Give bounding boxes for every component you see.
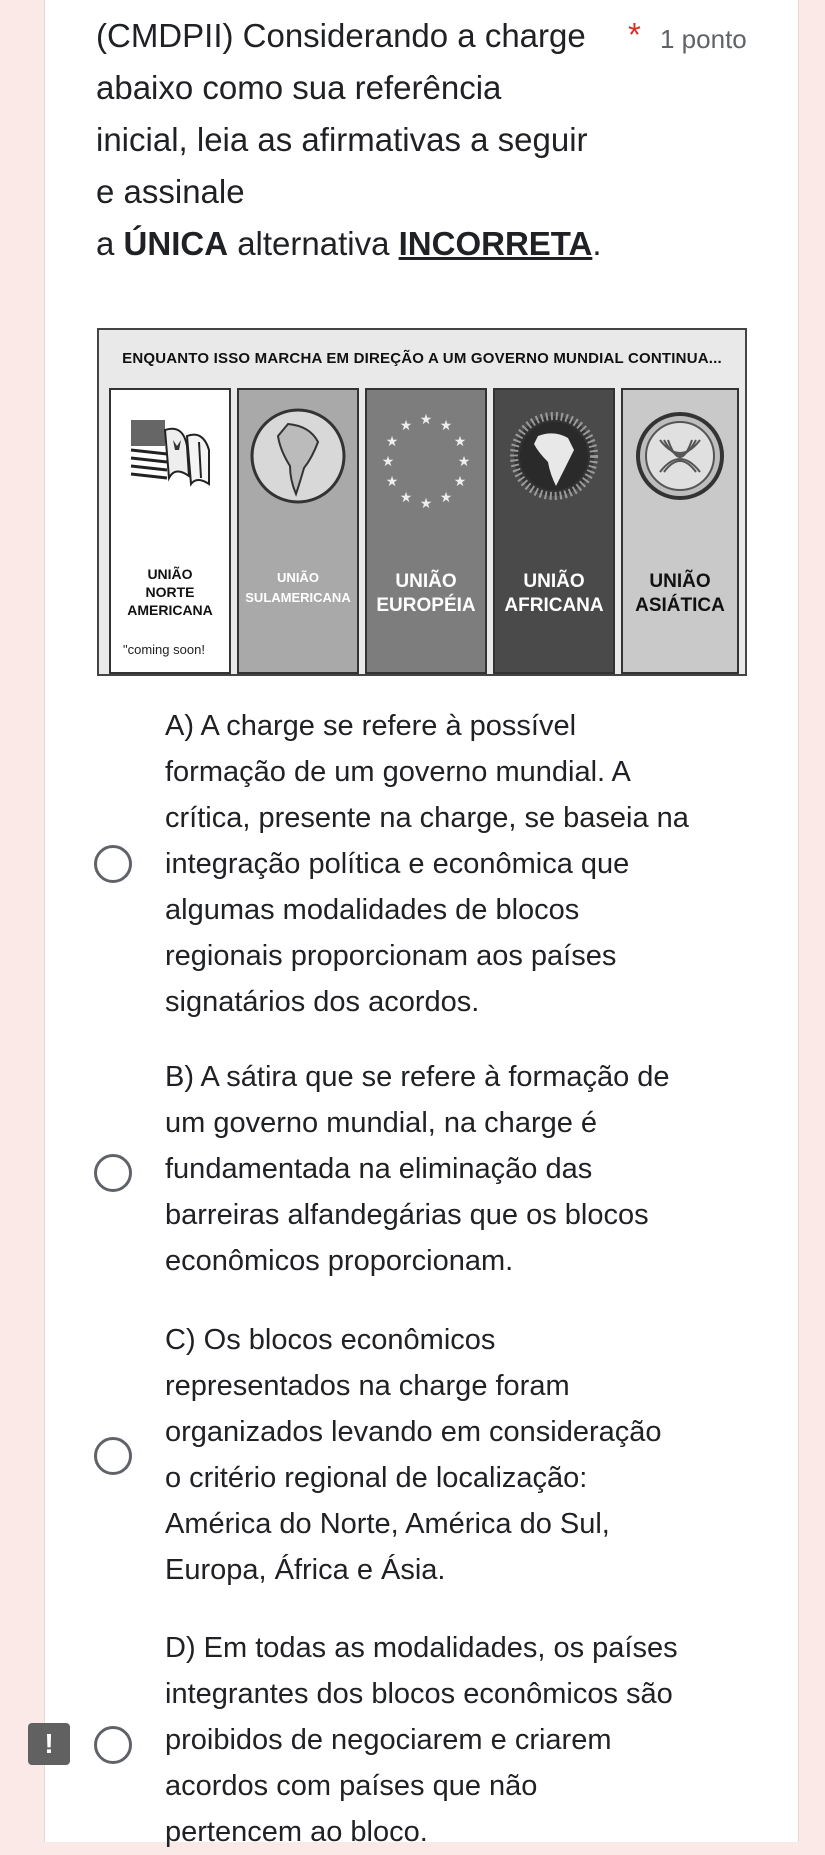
option-d-text xyxy=(165,1625,745,1855)
label-line: ASIÁTICA xyxy=(635,595,725,616)
label-line: AFRICANA xyxy=(504,595,604,616)
warning-badge-icon: ! xyxy=(28,1723,70,1765)
option-line: algumas modalidades de blocos xyxy=(165,894,580,926)
panel-label xyxy=(367,570,485,618)
asean-emblem-icon xyxy=(630,406,730,506)
cartoon-caption: ENQUANTO ISSO MARCHA EM DIREÇÃO A UM GOVERNO MUNDIAL CONTINUA... xyxy=(122,350,722,367)
option-line: D) Em todas as modalidades, os países xyxy=(165,1632,678,1664)
panel-asian-union xyxy=(621,388,739,674)
africa-emblem-icon xyxy=(504,406,604,506)
title-middle: alternativa xyxy=(228,225,399,262)
option-line: um governo mundial, na charge é xyxy=(165,1107,598,1139)
option-line: fundamentada na eliminação das xyxy=(165,1153,593,1185)
panel-north-america xyxy=(109,388,231,674)
label-line: UNIÃO xyxy=(277,570,319,585)
title-line: e assinale xyxy=(96,173,245,210)
svg-text:★: ★ xyxy=(419,496,433,512)
option-line: proibidos de negociarem e criarem xyxy=(165,1724,612,1756)
option-line: C) Os blocos econômicos xyxy=(165,1324,496,1356)
option-line: regionais proporcionam aos países xyxy=(165,940,617,972)
svg-text:★: ★ xyxy=(399,490,413,506)
svg-text:★: ★ xyxy=(399,418,413,434)
radio-option-b[interactable] xyxy=(94,1154,132,1192)
option-line: econômicos proporcionam. xyxy=(165,1245,514,1277)
radio-option-a[interactable] xyxy=(94,845,132,883)
option-line: o critério regional de localização: xyxy=(165,1462,588,1494)
title-line: inicial, leia as afirmativas a seguir xyxy=(96,121,588,158)
svg-text:★: ★ xyxy=(453,434,467,450)
title-suffix: . xyxy=(592,225,602,262)
coming-soon-note: "coming soon! xyxy=(123,642,205,657)
option-line: A) A charge se refere à possível xyxy=(165,710,577,742)
label-line: SULAMERICANA xyxy=(245,590,351,605)
label-line: AMERICANA xyxy=(127,602,213,618)
option-line: América do Norte, América do Sul, xyxy=(165,1508,610,1540)
svg-text:★: ★ xyxy=(419,412,433,428)
label-line: UNIÃO xyxy=(147,566,193,582)
svg-text:★: ★ xyxy=(385,434,399,450)
radio-option-d[interactable] xyxy=(94,1726,132,1764)
title-emphasis: ÚNICA xyxy=(123,225,229,262)
svg-text:★: ★ xyxy=(439,490,453,506)
panel-label xyxy=(495,570,613,618)
label-line: UNIÃO xyxy=(523,571,585,592)
option-b-text xyxy=(165,1054,745,1284)
title-underlined: INCORRETA xyxy=(398,225,593,262)
option-a-text xyxy=(165,703,745,1025)
cartoon-image xyxy=(97,328,747,676)
svg-text:★: ★ xyxy=(453,474,467,490)
option-line: signatários dos acordos. xyxy=(165,986,480,1018)
svg-text:★: ★ xyxy=(439,418,453,434)
title-line: abaixo como sua referência xyxy=(96,69,502,106)
label-line: UNIÃO xyxy=(395,571,457,592)
option-c-text xyxy=(165,1317,745,1593)
panel-label xyxy=(623,570,737,618)
svg-text:★: ★ xyxy=(381,454,395,470)
option-line: acordos com países que não xyxy=(165,1770,538,1802)
required-asterisk: * xyxy=(628,16,641,53)
option-line: organizados levando em consideração xyxy=(165,1416,662,1448)
panel-label xyxy=(111,564,229,620)
title-prefix: a xyxy=(96,225,124,262)
option-line: representados na charge foram xyxy=(165,1370,570,1402)
option-line: formação de um governo mundial. A xyxy=(165,756,631,788)
option-line: barreiras alfandegárias que os blocos xyxy=(165,1199,649,1231)
title-line: (CMDPII) Considerando a charge xyxy=(96,17,586,54)
question-title xyxy=(96,10,636,270)
option-line: pertencem ao bloco. xyxy=(165,1816,428,1848)
svg-text:★: ★ xyxy=(385,474,399,490)
title-line-last xyxy=(96,218,636,270)
option-line: crítica, presente na charge, se baseia na xyxy=(165,802,689,834)
svg-text:★: ★ xyxy=(457,454,471,470)
flags-icon xyxy=(125,406,215,496)
label-line: NORTE xyxy=(145,584,195,600)
points-label: 1 ponto xyxy=(660,24,747,54)
panel-south-america xyxy=(237,388,359,674)
label-line: UNIÃO xyxy=(649,571,711,592)
option-line: B) A sátira que se refere à formação de xyxy=(165,1061,670,1093)
option-line: Europa, África e Ásia. xyxy=(165,1554,446,1586)
label-line: EUROPÉIA xyxy=(376,595,476,616)
option-line: integrantes dos blocos econômicos são xyxy=(165,1678,673,1710)
option-line: integração política e econômica que xyxy=(165,848,630,880)
eu-stars-icon xyxy=(376,406,476,516)
radio-option-c[interactable] xyxy=(94,1437,132,1475)
south-america-map-icon xyxy=(248,406,348,506)
panel-african-union xyxy=(493,388,615,674)
panel-label xyxy=(239,568,357,608)
panel-european-union xyxy=(365,388,487,674)
